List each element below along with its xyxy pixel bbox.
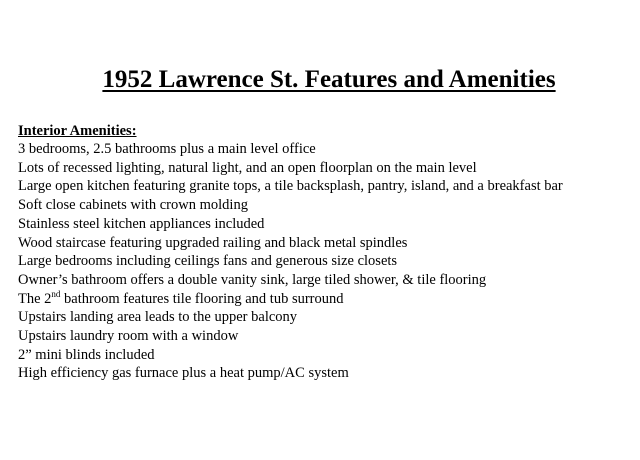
amenity-item: Large bedrooms including ceilings fans and generous size closets — [18, 253, 398, 270]
interior-amenities-section — [18, 122, 634, 383]
amenity-item: Upstairs laundry room with a window — [18, 328, 239, 345]
amenity-item: Large open kitchen featuring granite tops, a tile backsplash, pantry, island, and a breakfast bar — [18, 178, 563, 195]
amenity-item: Upstairs landing area leads to the upper balcony — [18, 309, 298, 326]
document-title: 1952 Lawrence St. Features and Amenities — [102, 66, 556, 93]
amenity-item-prefix: The 2 — [18, 290, 52, 307]
amenity-item: Lots of recessed lighting, natural light, and an open floorplan on the main level — [18, 159, 477, 176]
amenity-item: Soft close cabinets with crown molding — [18, 197, 248, 214]
amenity-item-suffix: bathroom features tile flooring and tub surround — [60, 290, 344, 307]
amenities-list — [18, 140, 634, 383]
amenity-item: Stainless steel kitchen appliances included — [18, 215, 265, 232]
amenity-item: 2” mini blinds included — [18, 346, 155, 363]
amenity-item: Owner’s bathroom offers a double vanity sink, large tiled shower, & tile flooring — [18, 271, 487, 288]
amenity-item — [18, 290, 634, 309]
amenity-item: Wood staircase featuring upgraded railing and black metal spindles — [18, 234, 408, 251]
amenity-item: High efficiency gas furnace plus a heat pump/AC system — [18, 365, 349, 382]
section-heading: Interior Amenities: — [18, 123, 137, 139]
ordinal-superscript: nd — [51, 288, 61, 299]
amenity-item: 3 bedrooms, 2.5 bathrooms plus a main level office — [18, 141, 316, 157]
